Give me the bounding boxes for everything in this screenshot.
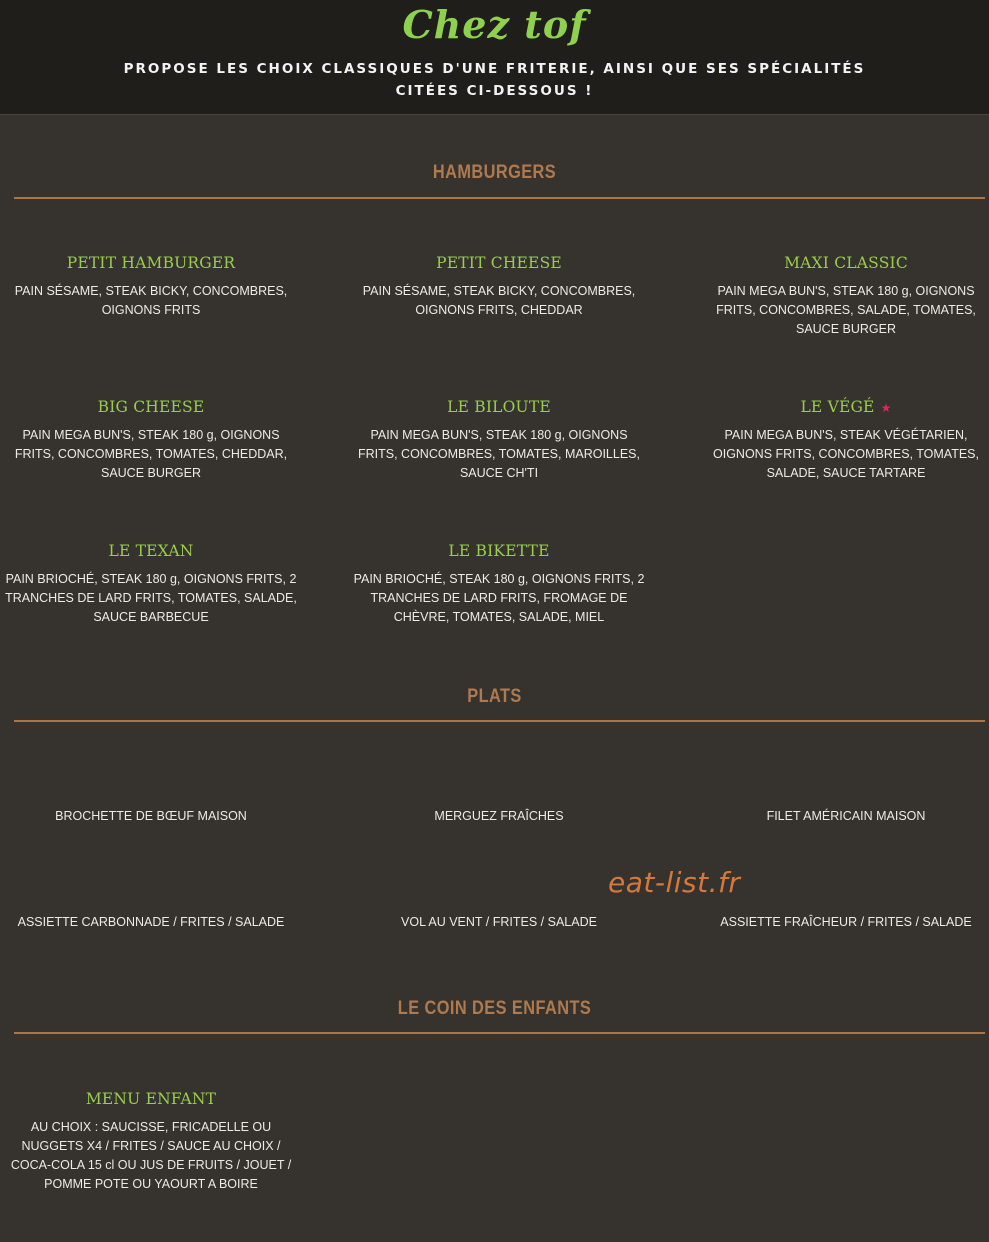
menu-item-maxi-classic bbox=[696, 252, 989, 339]
star-icon: ★ bbox=[880, 401, 892, 415]
section-divider bbox=[14, 720, 985, 722]
desc-line: FRITS, CONCOMBRES, TOMATES, MAROILLES, bbox=[358, 447, 640, 461]
plat-item: ASSIETTE CARBONNADE / FRITES / SALADE bbox=[17, 915, 285, 929]
desc-line: PAIN BRIOCHÉ, STEAK 180 g, OIGNONS FRITS, 2 bbox=[5, 572, 297, 586]
desc-line: CHÈVRE, TOMATES, SALADE, MIEL bbox=[393, 610, 605, 624]
desc-line: OIGNONS FRITS bbox=[101, 303, 201, 317]
tagline bbox=[120, 58, 869, 102]
menu-item-name: LE BIKETTE bbox=[448, 542, 550, 560]
desc-line: PAIN SÉSAME, STEAK BICKY, CONCOMBRES, bbox=[14, 284, 288, 298]
menu-item-name: PETIT HAMBURGER bbox=[66, 254, 236, 272]
section-divider bbox=[14, 1032, 985, 1034]
desc-line: PAIN MEGA BUN'S, STEAK VÉGÉTARIEN, bbox=[724, 428, 968, 442]
menu-item-description bbox=[1, 426, 301, 483]
menu-item-name: MENU ENFANT bbox=[85, 1090, 217, 1108]
menu-item-name: LE TEXAN bbox=[108, 542, 194, 560]
desc-line: POMME POTE OU YAOURT A BOIRE bbox=[44, 1177, 258, 1191]
desc-line: NUGGETS X4 / FRITES / SAUCE AU CHOIX / bbox=[21, 1139, 281, 1153]
desc-line: OIGNONS FRITS, CHEDDAR bbox=[415, 303, 583, 317]
section-title-plats: PLATS bbox=[467, 686, 522, 707]
desc-line: PAIN BRIOCHÉ, STEAK 180 g, OIGNONS FRITS, 2 bbox=[353, 572, 645, 586]
menu-item-name: LE BILOUTE bbox=[447, 398, 551, 416]
menu-item-petit-cheese bbox=[349, 252, 649, 320]
menu-item-name-text: LE VÉGÉ bbox=[800, 398, 875, 416]
plat-item: ASSIETTE FRAÎCHEUR / FRITES / SALADE bbox=[720, 915, 972, 929]
desc-line: PAIN MEGA BUN'S, STEAK 180 g, OIGNONS bbox=[22, 428, 280, 442]
section-divider bbox=[14, 197, 985, 199]
section-title-enfants: LE COIN DES ENFANTS bbox=[397, 998, 592, 1019]
menu-item-description bbox=[349, 282, 649, 320]
menu-item-big-cheese bbox=[1, 396, 301, 483]
desc-line: SAUCE BARBECUE bbox=[93, 610, 209, 624]
menu-item-le-texan bbox=[1, 540, 301, 627]
menu-item-menu-enfant bbox=[1, 1088, 301, 1194]
menu-item-le-vege bbox=[696, 396, 989, 483]
tagline-line-1: PROPOSE LES CHOIX CLASSIQUES D'UNE FRITERIE, AINSI QUE SES SPÉCIALITÉS bbox=[123, 61, 866, 77]
menu-item-name: BIG CHEESE bbox=[97, 398, 205, 416]
menu-item-description bbox=[696, 282, 989, 339]
desc-line: TRANCHES DE LARD FRITS, FROMAGE DE bbox=[370, 591, 628, 605]
plat-item: BROCHETTE DE BŒUF MAISON bbox=[55, 809, 247, 823]
plat-item: FILET AMÉRICAIN MAISON bbox=[766, 809, 926, 823]
desc-line: PAIN MEGA BUN'S, STEAK 180 g, OIGNONS bbox=[370, 428, 628, 442]
site-header bbox=[0, 0, 989, 115]
desc-line: SAUCE BURGER bbox=[100, 466, 202, 480]
desc-line: FRITS, CONCOMBRES, TOMATES, CHEDDAR, bbox=[14, 447, 288, 461]
desc-line: SAUCE CH'TI bbox=[459, 466, 539, 480]
menu-item-description bbox=[349, 570, 649, 627]
menu-item-description bbox=[1, 570, 301, 627]
plat-item: VOL AU VENT / FRITES / SALADE bbox=[401, 915, 597, 929]
desc-line: PAIN SÉSAME, STEAK BICKY, CONCOMBRES, bbox=[362, 284, 636, 298]
menu-item-le-bikette bbox=[349, 540, 649, 627]
menu-item-description bbox=[349, 426, 649, 483]
desc-line: SAUCE BURGER bbox=[795, 322, 897, 336]
desc-line: SALADE, SAUCE TARTARE bbox=[766, 466, 926, 480]
desc-line: COCA-COLA 15 cl OU JUS DE FRUITS / JOUET / bbox=[10, 1158, 292, 1172]
desc-line: AU CHOIX : SAUCISSE, FRICADELLE OU bbox=[30, 1120, 272, 1134]
menu-item-petit-hamburger bbox=[1, 252, 301, 320]
tagline-line-2: CITÉES CI-DESSOUS ! bbox=[395, 83, 594, 99]
plat-item: MERGUEZ FRAÎCHES bbox=[434, 809, 564, 823]
menu-item-description bbox=[696, 426, 989, 483]
desc-line: OIGNONS FRITS, CONCOMBRES, TOMATES, bbox=[713, 447, 979, 461]
menu-item-name: MAXI CLASSIC bbox=[784, 254, 908, 272]
watermark: eat-list.fr bbox=[608, 866, 741, 899]
menu-item-name: PETIT CHEESE bbox=[436, 254, 562, 272]
desc-line: PAIN MEGA BUN'S, STEAK 180 g, OIGNONS bbox=[717, 284, 975, 298]
desc-line: TRANCHES DE LARD FRITS, TOMATES, SALADE, bbox=[5, 591, 297, 605]
menu-item-description bbox=[1, 1118, 301, 1194]
section-title-hamburgers: HAMBURGERS bbox=[432, 162, 557, 183]
menu-item-description bbox=[1, 282, 301, 320]
menu-item-le-biloute bbox=[349, 396, 649, 483]
restaurant-logo[interactable]: Chez tof bbox=[402, 2, 587, 47]
desc-line: FRITS, CONCOMBRES, SALADE, TOMATES, bbox=[716, 303, 976, 317]
menu-item-name bbox=[696, 396, 989, 418]
